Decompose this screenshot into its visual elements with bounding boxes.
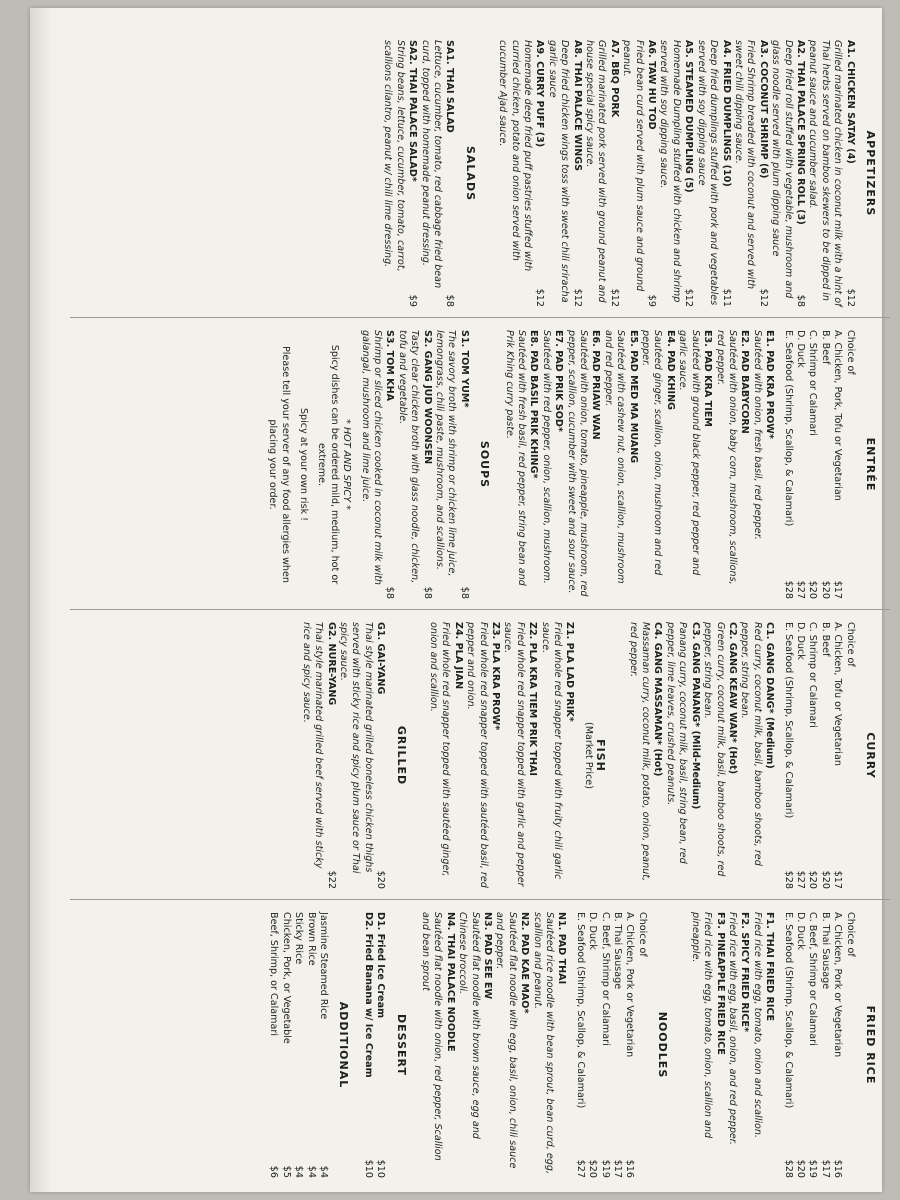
item-name: F3. PINEAPPLE FRIED RICE (714, 912, 726, 1055)
menu-item (502, 330, 539, 599)
choice-label-text: C. Beef, Shrimp or Calamari (807, 912, 819, 1046)
item-description: Sautéed flat noodle with brown sauce, egg and Chinese broccoli. (457, 912, 481, 1139)
menu-item (456, 912, 493, 1178)
item-name: Z4. PLA JIAN (452, 622, 464, 690)
choice-price: $19 (807, 1159, 819, 1178)
item-name: S1. TOM YUM* (458, 330, 470, 408)
noodles-heading: NOODLES (656, 1011, 670, 1079)
item-name: A2. THAI PALACE SPRING ROLL (3) (794, 40, 806, 225)
item-name: C2. GANG KEAW WAN* (Hot) (726, 622, 738, 775)
menu-item (664, 622, 701, 889)
choice-price: $20 (587, 1159, 599, 1178)
choice-label: Choice of (636, 912, 648, 957)
item-description: The savory broth with shrimp or chicken lime juice, lemongrass, chili paste, mushroom, and scallions. (434, 330, 458, 577)
item-description: Thai style marinated grilled boneless chicken thighs served with sticky rice and spicy plum sauce or Thai spicy sauce. (337, 622, 374, 874)
menu-item (688, 912, 725, 1178)
choice-label-text: C. Beef, Shrimp or Calamari (599, 912, 611, 1046)
item-description: Red curry, coconut milk, basil, bamboo shoots, red pepper, string bean. (739, 622, 763, 866)
menu-item (539, 330, 564, 599)
choice-row (781, 912, 793, 1178)
spicy-order-note: Spicy dishes can be ordered mild, medium, hot or extreme. (316, 344, 340, 585)
choice-price: $27 (574, 1159, 586, 1178)
choice-price: $28 (782, 1159, 794, 1178)
item-description: Sautéed with ground black pepper, red pepper and garlic sauce. (677, 330, 701, 576)
item-name: S3. TOM KHA (384, 330, 396, 402)
menu-item (530, 912, 567, 1178)
menu-item (601, 330, 638, 599)
item-price: $12 (534, 288, 546, 307)
menu-item (501, 622, 538, 889)
item-price: $8 (794, 294, 806, 307)
choice-row (831, 622, 843, 889)
choice-label-text: A. Chicken, Pork or Vegetarian (832, 912, 844, 1058)
choice-row (573, 912, 585, 1178)
menu-item (657, 40, 694, 307)
dessert-list (361, 912, 386, 1178)
choice-price: $17 (819, 1159, 831, 1178)
choice-price: $28 (782, 870, 794, 889)
item-name: A8. THAI PALACE WINGS (571, 40, 583, 172)
item-description: Sautéed flat noodle with onion, red pepper, Scallion and bean sprout (420, 912, 444, 1161)
item-description: Sautéed with onion, fresh basil, red pepper. (751, 330, 763, 540)
item-name: E8. PAD BASIL PRIK KHING* (528, 330, 540, 479)
choice-label-text: B. Thai Sausage (612, 912, 624, 990)
choice-price: $20 (807, 870, 819, 889)
choice-row (623, 912, 635, 1178)
choice-row (831, 912, 843, 1178)
choice-row (586, 912, 598, 1178)
item-description: Fried rice with egg, tomato, onion and scallion. (751, 912, 763, 1139)
item-description: Panang curry, coconut milk, basil, string bean, red pepper, lime leaves, crushed peanuts. (664, 622, 689, 864)
menu-sheet (70, 28, 890, 1188)
item-name: Brown Rice (305, 912, 317, 966)
fish-list (427, 622, 576, 889)
choice-row (794, 622, 806, 889)
item-name: A5. STEAMED DUMPLING (5) (683, 40, 695, 193)
allergy-note: Please tell your server of any food allergies when placing your order. (267, 345, 291, 583)
menu-item (381, 40, 418, 307)
item-description: Sautéed rice noodle with bean sprout, bean curd, egg, scallion and peanut. (531, 912, 556, 1174)
choice-label: Choice of (844, 912, 856, 957)
item-description: Homemade Dumpling stuffed with chicken and shrimp served with soy dipping sauce. (658, 40, 682, 303)
menu-item (626, 622, 663, 889)
item-description: Fried rice with egg, tomato, onion, scallion and pineapple. (689, 912, 714, 1139)
choice-row (806, 622, 818, 889)
item-description: Lettuce, cucumber, tomato, red cabbage fried bean curd, topped with homemade peanut dressing. (419, 40, 443, 289)
item-price: $22 (325, 870, 337, 889)
choice-row (818, 912, 830, 1178)
menu-item (337, 622, 387, 889)
item-name: G2. NURE-YANG (325, 622, 337, 706)
item-price: $9 (646, 294, 658, 307)
spicy-risk-note: Spicy at your own risk ! (297, 407, 309, 522)
menu-item (395, 330, 432, 599)
menu-item (418, 40, 455, 307)
hot-spicy-note: * HOT AND SPICY * (341, 419, 353, 510)
item-description: Fried Shrimp breaded with coconut and served with sweet chili dipping sauce. (732, 40, 757, 290)
choice-price: $17 (612, 1159, 624, 1178)
dessert-heading: DESSERT (394, 1014, 408, 1076)
column-curry-fish-grilled (70, 610, 890, 900)
choice-price: $20 (819, 580, 831, 599)
item-price: $5 (280, 1165, 292, 1178)
item-description: Deep fried chicken wings toss with sweet chili sriracha garlic sauce (546, 40, 571, 303)
item-description: Massaman curry, coconut milk, potato, onion, peanut, red pepper. (627, 622, 652, 882)
menu-item (738, 622, 775, 889)
curry-list (626, 622, 775, 889)
item-name: Chicken, Pork, or Vegetable (280, 912, 292, 1044)
choice-row (781, 330, 793, 599)
menu-item (713, 330, 750, 599)
choice-label-text: B. Thai Sausage (819, 912, 831, 990)
item-description: Fried whole red snapper topped with fruity chili garlic sauce. (539, 622, 564, 880)
item-name: A3. COCONUT SHRIMP (6) (757, 40, 769, 179)
choice-label-text: E. Seafood (Shrimp, Scallop, & Calamari) (574, 912, 586, 1109)
choice-row (611, 912, 623, 1178)
item-name: Sticky Rice (293, 912, 305, 965)
salads-heading: SALADS (463, 145, 477, 201)
choice-row (806, 330, 818, 599)
menu-item (464, 622, 501, 889)
item-name: G1. GAI-YANG (375, 622, 387, 695)
item-price: $8 (421, 586, 433, 599)
menu-item (620, 40, 657, 307)
item-price: $8 (384, 586, 396, 599)
column-rice-noodles-dessert (70, 900, 890, 1188)
item-price: $20 (375, 870, 387, 889)
item-name: A4. FRIED DUMPLINGS (10) (720, 40, 732, 187)
menu-item (769, 40, 806, 307)
item-description: Fried rice with egg, basil, onion, and red pepper. (726, 912, 738, 1145)
item-description: Deep fried roll stuffed with vegetable, mushroom and glass noodle served with plum dipping sauce (770, 40, 794, 299)
item-description: Sautéed flat noodle with egg, basil, onion, chili sauce and pepper. (494, 912, 518, 1169)
choice-label-text: D. Duck (587, 912, 599, 950)
menu-item (750, 330, 775, 599)
choice-price: $19 (599, 1159, 611, 1178)
menu-item (317, 912, 329, 1178)
menu-item (358, 330, 395, 599)
item-name: Z1. PLA LAD PRIK* (564, 622, 576, 722)
item-name: E2. PAD BABYCORN (739, 330, 751, 434)
menu-item (538, 622, 575, 889)
menu-item (750, 912, 775, 1178)
item-description: Deep fried dumplings stuffed with pork and vegetables served with soy dipping sauce (695, 40, 720, 306)
item-description: String beans, lettuce, cucumber, tomato, carrot, scallions cilantro, peanut w/ chili lime dressing. (382, 40, 406, 272)
salads-list (381, 40, 455, 307)
menu-item (564, 330, 601, 599)
item-name: E3. PAD KRA TIEM (702, 330, 714, 427)
item-name: D1. Fried Ice Cream (375, 912, 387, 1019)
additional-list (267, 912, 329, 1178)
choice-label-text: E. Seafood (Shrimp, Scallop, & Calamari) (782, 912, 794, 1109)
menu-item (299, 622, 336, 889)
appetizers-heading: APPETIZERS (864, 130, 877, 217)
item-description: Sautéed with fresh basil, red pepper, string bean and Prik Khing curry paste. (503, 330, 528, 586)
noodles-list (419, 912, 568, 1178)
item-name: C1. GANG DANG* (Medium) (764, 622, 776, 769)
choice-label-text: B. Beef (819, 622, 831, 657)
item-name: Z3. PLA KRA PROW* (490, 622, 502, 731)
menu-item (806, 40, 856, 307)
item-description: Grilled marinated pork served with ground peanut and house special spicy sauce. (584, 40, 608, 303)
item-name: SA1. THAI SALAD (444, 40, 456, 133)
item-price: $12 (757, 288, 769, 307)
grilled-heading: GRILLED (394, 725, 408, 786)
menu-item (726, 912, 751, 1178)
item-name: N2. PAD KAE MAO* (519, 912, 531, 1014)
item-name: Jasmine Steamed Rice (317, 912, 329, 1020)
choice-label-text: B. Beef (819, 330, 831, 365)
item-description: Sautéed ginger, scallion, onion, mushroom and red pepper. (640, 330, 664, 576)
choice-label-text: E. Seafood (Shrimp, Scallop, & Calamari) (782, 622, 794, 819)
item-name: E4. PAD KHING (664, 330, 676, 411)
choice-price: $16 (832, 1159, 844, 1178)
fried-rice-choices (781, 912, 855, 1178)
item-name: N3. PAD SEE EW (482, 912, 494, 1000)
menu-item (496, 40, 546, 307)
curry-choices (781, 622, 855, 889)
item-description: Fried whole red snapper topped with garlic and pepper sauce. (502, 622, 526, 887)
menu-item (304, 912, 316, 1178)
menu-item (279, 912, 291, 1178)
appetizers-list (496, 40, 856, 307)
item-price: $4 (305, 1165, 317, 1178)
choice-row (806, 912, 818, 1178)
fried-rice-heading: FRIED RICE (864, 1005, 877, 1085)
item-price: $12 (683, 288, 695, 307)
item-price: $4 (317, 1165, 329, 1178)
item-name: E7. PAD PRIK SOD* (553, 330, 565, 432)
item-description: Shrimp or sliced chicken cooked in coconut milk with galangal, mushroom and lime juice. (359, 330, 383, 585)
column-appetizers-salads (70, 28, 890, 318)
item-description: Homemade deep fried puff pastries stuffed with curried chicken, potato and onion served with cucumber Ajad sauce. (497, 40, 534, 272)
item-name: SA2. THAI PALACE SALAD* (407, 40, 419, 182)
item-description: Fried whole red snapper topped with sautéed ginger, onion and scallion. (428, 622, 452, 877)
choice-row (598, 912, 610, 1178)
choice-price: $17 (832, 870, 844, 889)
item-description: Tasty clear chicken broth with glass noodle, chicken, tofu and vegetable. (396, 330, 421, 584)
item-name: A9. CURRY PUFF (3) (534, 40, 546, 148)
menu-item (694, 40, 731, 307)
fried-rice-list (688, 912, 775, 1178)
item-description: Fried whole red snapper topped with sautéed basil, red pepper and onion. (465, 622, 489, 888)
item-name: D2. Fried Banana w/ Ice Cream (362, 912, 374, 1078)
item-name: Beef, Shrimp, or Calamari (268, 912, 280, 1036)
item-name: N4. THAI PALACE NOODLE (444, 912, 456, 1052)
choice-price: $16 (624, 1159, 636, 1178)
item-description: Green curry, coconut milk, basil, bamboo shoots, red pepper, string bean. (702, 622, 726, 877)
item-price: $9 (407, 294, 419, 307)
item-name: A7. BBQ PORK (608, 40, 620, 118)
choice-price: $27 (794, 870, 806, 889)
item-price: $11 (720, 288, 732, 307)
item-name: F2. SPICY FRIED RICE* (739, 912, 751, 1032)
choice-label-text: D. Duck (794, 912, 806, 950)
noodles-choices (573, 912, 647, 1178)
choice-label: Choice of (844, 330, 856, 375)
additional-heading: ADDITIONAL (337, 1001, 351, 1089)
choice-label-text: E. Seafood (Shrimp, Scallop, & Calamari) (782, 330, 794, 527)
item-name: F1. THAI FRIED RICE (764, 912, 776, 1022)
entree-choices (781, 330, 855, 599)
choice-label-text: D. Duck (794, 330, 806, 368)
soups-heading: SOUPS (478, 440, 492, 489)
entree-heading: ENTRÉE (864, 437, 877, 492)
item-name: Z2. PLA KRA TIEM PRIK THAI (527, 622, 539, 776)
item-name: A1. CHICKEN SATAY (4) (844, 40, 856, 164)
item-description: Thai style marinated grilled beef served with sticky rice and spicy sauce. (300, 622, 325, 869)
menu-item (639, 330, 676, 599)
menu-item (493, 912, 530, 1178)
choice-label-text: A. Chicken, Pork, Tofu or Vegetarian (832, 330, 844, 501)
choice-price: $28 (782, 580, 794, 599)
menu-item (732, 40, 769, 307)
item-price: $10 (375, 1159, 387, 1178)
menu-item (583, 40, 620, 307)
menu-item (545, 40, 582, 307)
choice-row (818, 622, 830, 889)
item-name: E1. PAD KRA PROW* (764, 330, 776, 439)
item-price: $12 (844, 288, 856, 307)
item-price: $8 (444, 294, 456, 307)
choice-label-text: A. Chicken, Tofu or Vegetarian (832, 622, 844, 766)
item-price: $6 (268, 1165, 280, 1178)
item-description: Sautéed with onion, baby corn, mushroom, scallions, red pepper. (714, 330, 738, 585)
grilled-list (299, 622, 386, 889)
choice-row (794, 330, 806, 599)
item-description: Sautéed with onion, tomato, pineapple, mushroom, red pepper, scallion, cucumber with sweet and sour sauce. (565, 330, 590, 597)
item-description: Sautéed with red pepper, onion, scallion, mushroom. (540, 330, 552, 584)
menu-item (267, 912, 279, 1178)
menu-item (374, 912, 386, 1178)
choice-row (781, 622, 793, 889)
choice-label-text: C. Shrimp or Calamari (807, 622, 819, 728)
choice-price: $20 (819, 870, 831, 889)
item-name: S2. GANG JUD WOONSEN (421, 330, 433, 465)
item-name: N1. PAD THAI (556, 912, 568, 985)
item-name: A6. TAW HU TOD (646, 40, 658, 130)
choice-label-text: A. Chicken, Pork or Vegetarian (624, 912, 636, 1058)
menu-item (676, 330, 713, 599)
item-price: $12 (571, 288, 583, 307)
item-description: Fried bean curd served with plum sauce and ground peanut. (621, 40, 645, 292)
menu-item (361, 912, 373, 1178)
menu-item (701, 622, 738, 889)
item-price: $8 (458, 586, 470, 599)
entree-list (502, 330, 775, 599)
item-price: $12 (608, 288, 620, 307)
item-name: E6. PAD PRIAW WAN (590, 330, 602, 440)
item-name: C3. GANG PANANG* (Mild-Medium) (689, 622, 701, 810)
menu-item (433, 330, 470, 599)
choice-price: $27 (794, 580, 806, 599)
item-name: E5. PAD MED MA MUANG (627, 330, 639, 464)
choice-price: $17 (832, 580, 844, 599)
choice-price: $20 (807, 580, 819, 599)
item-description: Grilled marinated chicken in coconut milk with a hint of Thai herbs served on bamboo skewers to be dipped in peanut sauce and cucumber salad. (807, 40, 844, 307)
menu-item (292, 912, 304, 1178)
item-description: Sautéed with cashew nut, onion, scallion, mushroom and red pepper. (602, 330, 627, 584)
choice-row (818, 330, 830, 599)
menu-paper (30, 8, 882, 1192)
choice-row (831, 330, 843, 599)
menu-item (419, 912, 456, 1178)
fish-heading: FISH (594, 739, 608, 772)
menu-item (427, 622, 464, 889)
fish-subtitle: (Market Price) (582, 722, 594, 789)
choice-price: $20 (794, 1159, 806, 1178)
item-price: $10 (362, 1159, 374, 1178)
choice-label-text: C. Shrimp or Calamari (807, 330, 819, 436)
item-price: $4 (293, 1165, 305, 1178)
column-entree-soups (70, 318, 890, 610)
choice-row (794, 912, 806, 1178)
curry-heading: CURRY (864, 732, 877, 779)
soups-list (358, 330, 470, 599)
choice-label-text: D. Duck (794, 622, 806, 660)
choice-label: Choice of (844, 622, 856, 667)
item-name: C4. GANG MASSAMAN* (Hot) (652, 622, 664, 777)
